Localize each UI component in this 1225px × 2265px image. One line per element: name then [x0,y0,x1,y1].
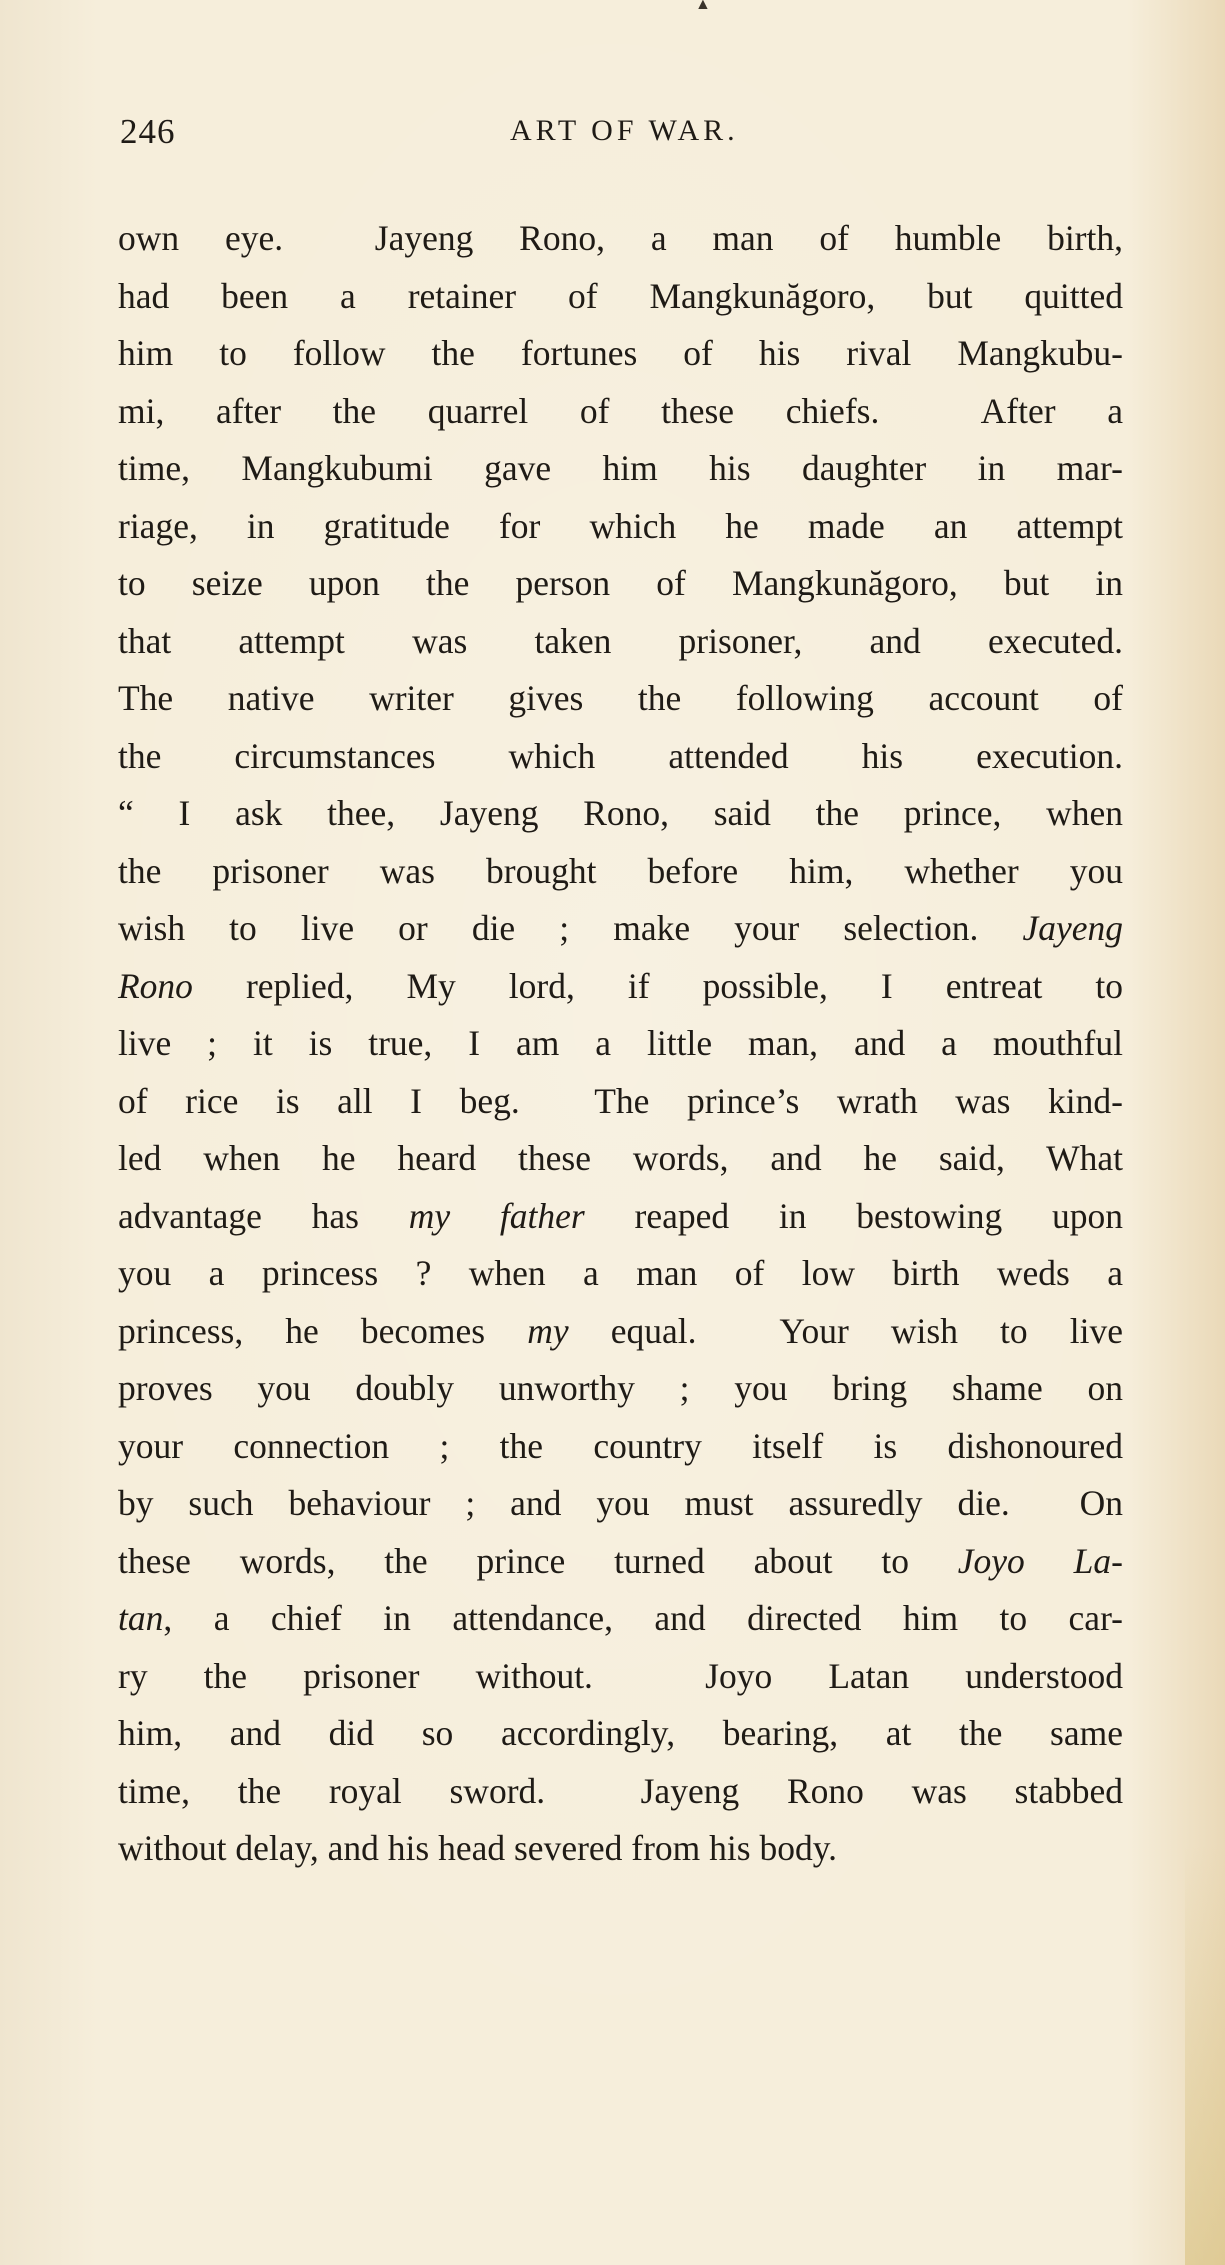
text-line: time, the royal sword. Jayeng Rono was stabbed [118,1770,1123,1811]
italic-text: Jayeng [1022,908,1124,948]
text-line: ry the prisoner without. Joyo Latan understood [118,1655,1123,1696]
text-line: mi, after the quarrel of these chiefs. After a [118,390,1123,431]
text-line: of rice is all I beg. The prince’s wrath was kind- [118,1080,1123,1121]
text-line: own eye. Jayeng Rono, a man of humble birth, [118,218,1123,258]
text-line: the prisoner was brought before him, whether you [118,850,1123,891]
text-line: you a princess ? when a man of low birth weds a [118,1253,1123,1293]
italic-text: Rono [118,965,193,1006]
text-line: live ; it is true, I am a little man, and a mouthful [118,1023,1123,1063]
text-line: tan, a chief in attendance, and directed him to car- [118,1598,1123,1638]
text-line: that attempt was taken prisoner, and executed. [118,620,1123,661]
text-line: “ I ask thee, Jayeng Rono, said the prince, when [118,793,1123,833]
text-line: the circumstances which attended his execution. [118,735,1123,776]
body-text [118,210,1123,1878]
text-line: proves you doubly unworthy ; you bring shame on [118,1368,1123,1408]
text-line: time, Mangkubumi gave him his daughter in mar- [118,448,1123,488]
text-line: led when he heard these words, and he said, What [118,1138,1123,1178]
page-number: 246 [120,112,176,151]
text-line: by such behaviour ; and you must assuredly die. On [118,1483,1123,1523]
text-line: advantage has my father reaped in bestowing upon [118,1195,1123,1236]
text-line: your connection ; the country itself is dishonoured [118,1425,1123,1466]
text-line: without delay, and his head severed from his body. [118,1828,838,1868]
page-edge-stain [1185,1845,1225,2265]
text-line: these words, the prince turned about to Joyo La- [118,1540,1123,1581]
text-line: wish to live or die ; make your selection. Jayeng [118,908,1124,948]
italic-text: my father [408,1195,585,1236]
text-line: him, and did so accordingly, bearing, at the same [118,1713,1123,1753]
text-line: had been a retainer of Mangkunăgoro, but quitted [118,275,1123,316]
running-head: ART OF WAR. [510,114,739,147]
top-mark-icon: ▲ [695,0,711,13]
text-line: Rono replied, My lord, if possible, I entreat to [118,965,1123,1006]
italic-text: Joyo La- [957,1540,1123,1581]
text-line: princess, he becomes my equal. Your wish to live [118,1310,1123,1351]
text-line: him to follow the fortunes of his rival Mangkubu- [118,333,1123,373]
text-line: riage, in gratitude for which he made an attempt [118,505,1123,546]
page-header [120,112,1120,162]
text-line: The native writer gives the following account of [118,678,1123,718]
text-line: to seize upon the person of Mangkunăgoro, but in [118,563,1123,603]
italic-text: tan [118,1598,164,1638]
italic-text: my [527,1310,569,1351]
